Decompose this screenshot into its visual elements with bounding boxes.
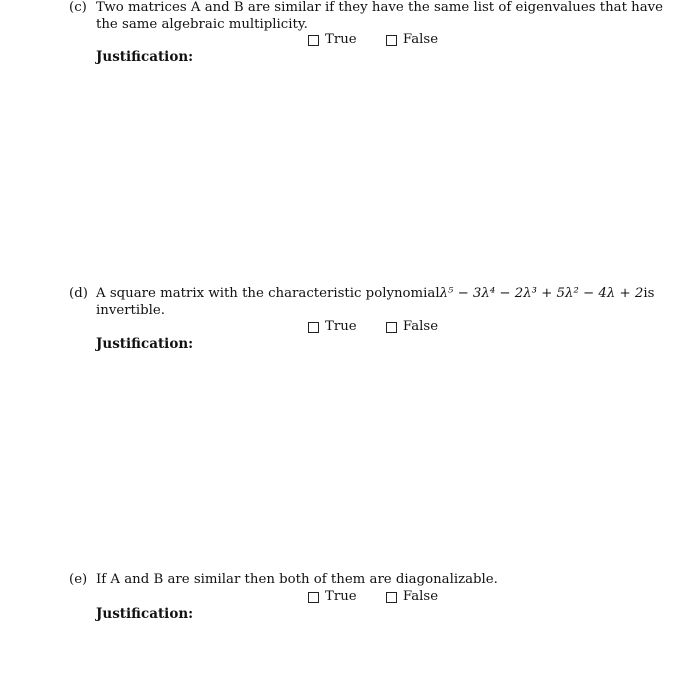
question-d	[69, 286, 655, 319]
question-d-line1-suffix: is	[643, 286, 655, 301]
checkbox-icon[interactable]	[386, 322, 397, 333]
question-c-line1: Two matrices A and B are similar if they have the same list of eigenvalues that have	[96, 0, 664, 15]
checkbox-icon[interactable]	[308, 35, 319, 46]
question-e-false-option[interactable]	[386, 589, 438, 604]
question-e-false-label: False	[402, 589, 439, 604]
question-c-choices	[308, 32, 463, 50]
question-e-true-label: True	[325, 589, 357, 604]
question-d-line1-prefix: A square matrix with the characteristic polynomial	[96, 286, 440, 301]
question-c-true-option[interactable]	[308, 32, 357, 47]
question-c-false-label: False	[402, 32, 439, 47]
question-d-choices	[308, 319, 463, 337]
characteristic-polynomial: λ⁵ − 3λ⁴ − 2λ³ + 5λ² − 4λ + 2	[439, 286, 644, 301]
question-d-true-label: True	[325, 319, 357, 334]
question-c-label: (c)	[69, 0, 87, 15]
question-c-false-option[interactable]	[386, 32, 438, 47]
question-e-line1: If A and B are similar then both of them are diagonalizable.	[96, 572, 498, 587]
question-c-text	[96, 0, 664, 33]
checkbox-icon[interactable]	[308, 592, 319, 603]
checkbox-icon[interactable]	[308, 322, 319, 333]
question-c-justification-label: Justification:	[96, 49, 194, 65]
question-d-text	[96, 286, 655, 319]
question-d-false-option[interactable]	[386, 319, 438, 334]
question-e-text	[96, 572, 644, 589]
question-c-true-label: True	[325, 32, 357, 47]
question-d-false-label: False	[402, 319, 439, 334]
checkbox-icon[interactable]	[386, 592, 397, 603]
question-d-justification-label: Justification:	[96, 336, 194, 352]
question-e-choices	[308, 589, 463, 607]
question-d-label: (d)	[69, 286, 88, 301]
checkbox-icon[interactable]	[386, 35, 397, 46]
question-e-justification-label: Justification:	[96, 606, 194, 622]
question-c-line2: the same algebraic multiplicity.	[96, 16, 308, 32]
question-d-line1	[96, 286, 655, 303]
question-d-true-option[interactable]	[308, 319, 357, 334]
question-c	[69, 0, 664, 33]
question-e-label: (e)	[69, 572, 88, 587]
question-d-line2: invertible.	[96, 302, 166, 318]
question-e-true-option[interactable]	[308, 589, 357, 604]
question-e	[69, 572, 644, 589]
